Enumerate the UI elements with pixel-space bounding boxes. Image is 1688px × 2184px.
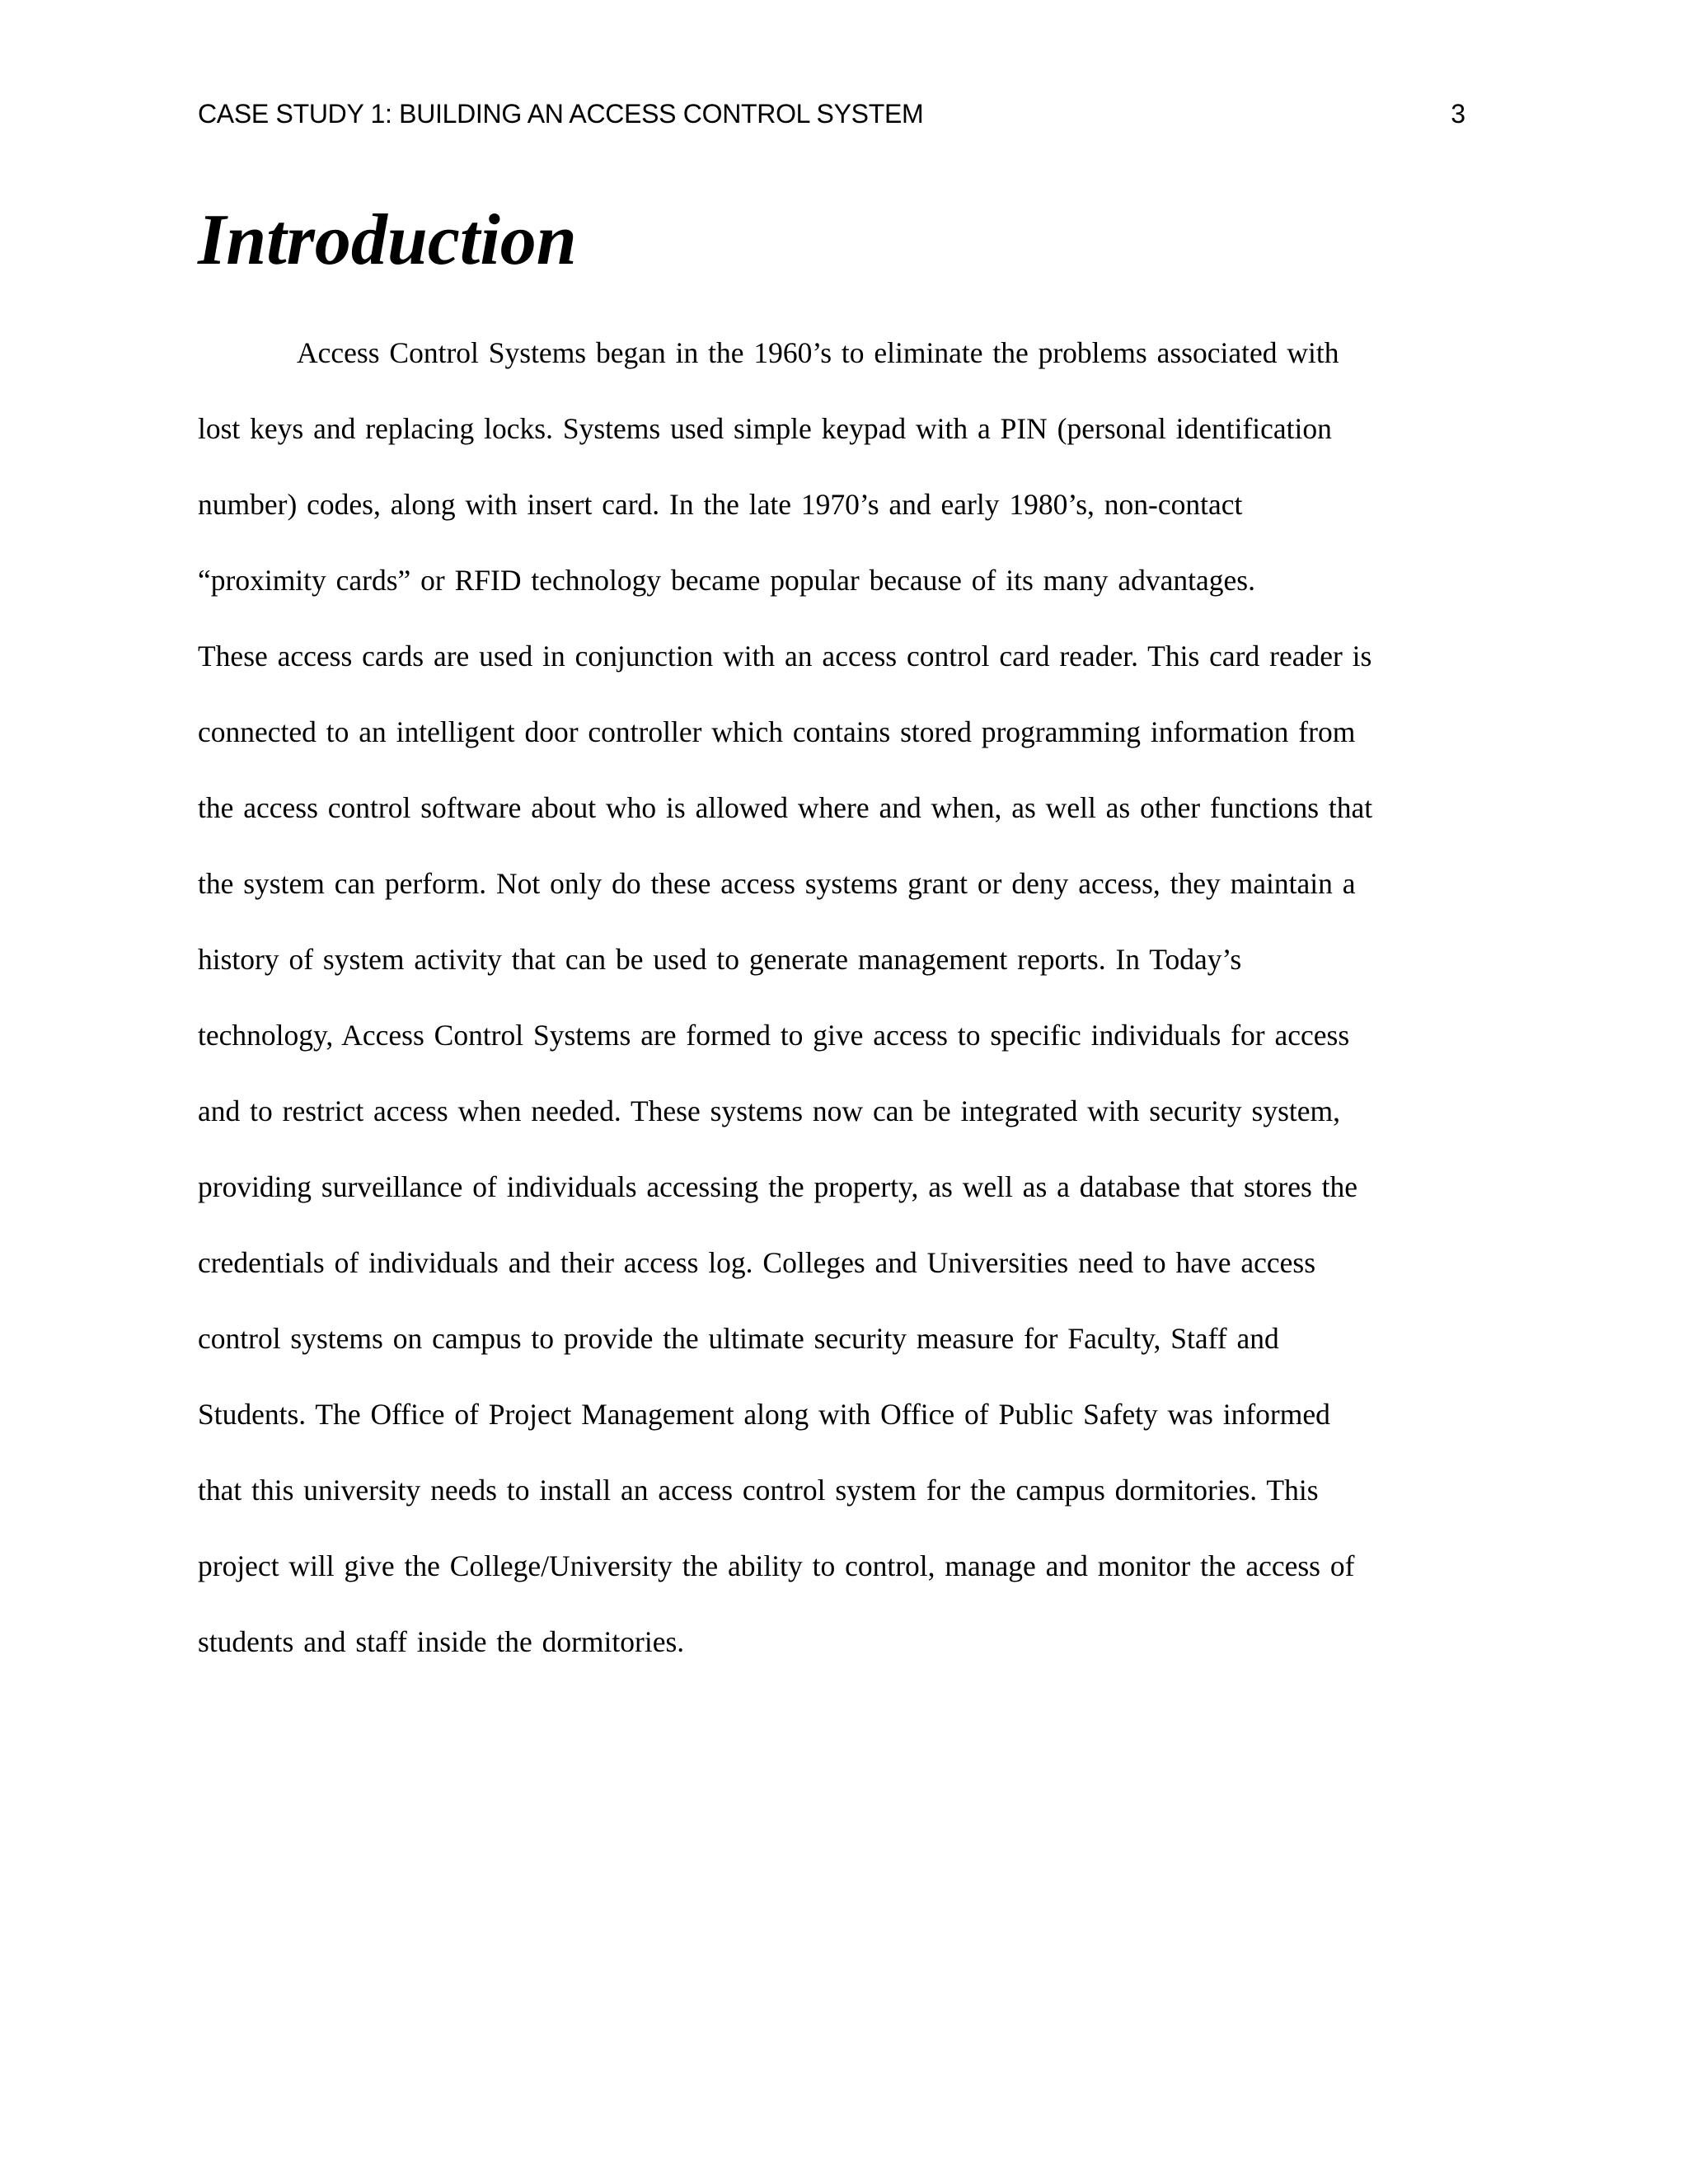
body-line: history of system activity that can be used to generate management reports. In Today’s [198, 943, 1242, 976]
body-line: providing surveillance of individuals accessing the property, as well as a database that stores the [198, 1170, 1358, 1203]
body-line: project will give the College/University the ability to control, manage and monitor the access of [198, 1549, 1355, 1582]
body-line: control systems on campus to provide the ultimate security measure for Faculty, Staff and [198, 1322, 1279, 1355]
body-line: the access control software about who is allowed where and when, as well as other functions that [198, 791, 1373, 824]
body-line: lost keys and replacing locks. Systems used simple keypad with a PIN (personal identification [198, 412, 1332, 445]
page-number: 3 [1451, 99, 1465, 129]
body-line: technology, Access Control Systems are formed to give access to specific individuals for access [198, 1019, 1350, 1052]
body-line: connected to an intelligent door controller which contains stored programming information from [198, 715, 1356, 748]
body-line: the system can perform. Not only do these access systems grant or deny access, they maintain a [198, 867, 1356, 900]
body-line: Students. The Office of Project Management along with Office of Public Safety was informed [198, 1398, 1330, 1431]
section-heading: Introduction [198, 200, 577, 280]
running-head-title: CASE STUDY 1: BUILDING AN ACCESS CONTROL SYSTEM [198, 99, 924, 129]
body-line: and to restrict access when needed. These systems now can be integrated with security system, [198, 1094, 1340, 1127]
body-line: credentials of individuals and their access log. Colleges and Universities need to have access [198, 1246, 1316, 1279]
body-line: These access cards are used in conjunction with an access control card reader. This card reader is [198, 640, 1372, 673]
body-line: students and staff inside the dormitories. [198, 1625, 685, 1658]
body-line: Access Control Systems began in the 1960’s to eliminate the problems associated with [297, 336, 1339, 369]
body-line: number) codes, along with insert card. In the late 1970’s and early 1980’s, non-contact [198, 488, 1243, 521]
body-line: “proximity cards” or RFID technology became popular because of its many advantages. [198, 564, 1255, 597]
body-line: that this university needs to install an access control system for the campus dormitories. This [198, 1474, 1319, 1507]
body-paragraph [198, 315, 1484, 1680]
